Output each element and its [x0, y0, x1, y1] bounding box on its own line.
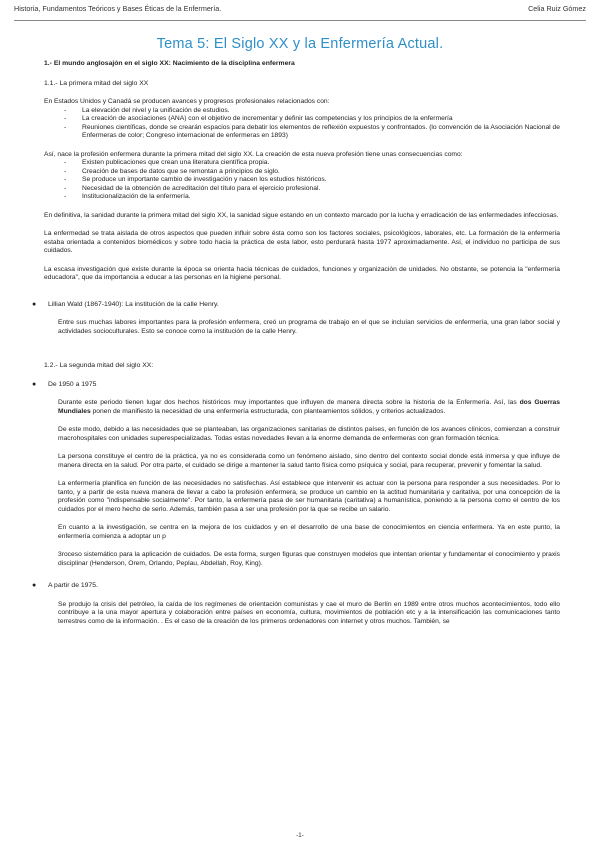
- subsection-heading: 1.1.- La primera mitad del siglo XX: [44, 79, 149, 87]
- header-author: Celia Ruiz Gómez: [528, 4, 586, 13]
- bullet-heading: [32, 380, 560, 390]
- bullet-text: De 1950 a 1975: [48, 380, 97, 388]
- paragraph: 3roceso sistemático para la aplicación de cuidados. De esta forma, surgen figuras que construyen modelos que intentan orientar y fundamentar el conocimiento y praxis disciplinar (Henderson, Orem, Orlando, Peplau, Abdellah, Roy, King).: [58, 551, 560, 567]
- paragraph: Durante este periodo tienen lugar dos hechos históricos muy importantes que influyen de manera directa sobre la historia de la Enfermería. Así, las dos Guerras Mundiales ponen de manifiesto la necesidad de una enfermería estructurada, con planteamientos sólidos, y criterios actualizados.: [58, 399, 560, 415]
- bullet-icon: ●: [32, 300, 37, 308]
- list-item: - Necesidad de la obtención de acreditación del título para el ejercicio profesional.: [64, 185, 560, 194]
- paragraph: De este modo, debido a las necesidades que se planteaban, las organizaciones sanitarias de distintos países, en función de los avances clínicos, comienzan a construir macrohospitales con unidades superespecializadas. Todas estas novedades llevan a la enorme demanda de enfermeras con gran formación técnica.: [58, 426, 560, 442]
- list-item: - Institucionalización de la enfermería.: [64, 193, 560, 202]
- paragraph: Se produjo la crisis del petróleo, la caída de los regímenes de orientación comunistas y cae el muro de Berlín en 1989 entre otros muchos acontecimientos, todo ello contribuye a la una mayor apertura y colaboración entre países en economía, cultura, movimientos de población etc y a la intensificación las comunicaciones tanto terrestres como de la información. . Es el caso de la creación de los primeros ordenadores con internet y otros muchos. También, se: [58, 600, 560, 625]
- paragraph: La escasa investigación que existe durante la época se orienta hacia técnicas de cuidados, funciones y organización de unidades. No obstante, se potencia la "enfermería educadora", que da importancia a educar a las personas en la higiene personal.: [44, 265, 560, 281]
- bullet-text: Lillian Wald (1867-1940): La institución de la calle Henry.: [48, 300, 219, 308]
- document-title: Tema 5: El Siglo XX y la Enfermería Actual.: [156, 36, 444, 52]
- list-item: - La creación de asociaciones (ANA) con el objetivo de incrementar y definir las competencias y los principios de la enfermería: [64, 115, 560, 124]
- bullet-icon: ●: [32, 380, 37, 388]
- list-item: - Se produce un importante cambio de investigación y nacen los estudios históricos.: [64, 176, 560, 185]
- list-item: - Creación de bases de datos que se remontan a principios de siglo.: [64, 168, 560, 177]
- bullet-icon: ●: [32, 582, 37, 589]
- list-item: - La elevación del nivel y la unificación de estudios.: [64, 107, 560, 116]
- bullet-heading: [32, 300, 560, 310]
- subsection-heading: 1.2.- La segunda mitad del siglo XX:: [44, 362, 154, 369]
- paragraph: En Estados Unidos y Canadá se producen avances y progresos profesionales relacionados con:: [44, 98, 330, 105]
- list-item: - Existen publicaciones que crean una literatura científica propia.: [64, 159, 560, 168]
- document-body: [32, 60, 560, 626]
- paragraph: La enfermería planifica en función de las necesidades no satisfechas. Así establece que intervenir es actuar con la persona para responder a sus necesidades. Por lo tanto, y a partir de esta nueva manera de llevar a cabo la profesión enfermera, se produce un cambio en la actitud humanitaria y caritativa, por una concepción de la profesión como "indispensable socialmente". Por tanto, la enfermería pasa de ser humanitaria (caritativa) a humanística, poniendo a la persona como el centro de los cuidados por el mero hecho de serlo. Además, también pasa a ser una profesión por la que se recibe un salario.: [58, 480, 560, 513]
- bullet-heading: [32, 582, 560, 591]
- paragraph: Entre sus muchas labores importantes para la profesión enfermera, creó un programa de trabajo en el que se incluían servicios de enfermería, una gran labor social y actividades socioculturales. Esto se conoce como la institución de la calle Henry.: [58, 319, 560, 335]
- list-item: - Reuniones científicas, donde se crearán espacios para debatir los elementos de reflexión expuestos y confrontados. (lo convención de la Asociación Nacional de Enfermeras de color; Congreso internacional de enfermeras en 1893): [64, 124, 560, 141]
- dash-list: [44, 159, 560, 202]
- section-heading: 1.- El mundo anglosajón en el siglo XX: Nacimiento de la disciplina enfermera: [44, 60, 295, 67]
- bold-phrase: dos Guerras Mundiales: [58, 399, 560, 415]
- paragraph: En cuanto a la investigación, se centra en la mejora de los cuidados y en el desarrollo de una base de conocimientos en ciencia enfermera. Ya en este punto, la enfermería comienza a adoptar un p: [58, 524, 560, 540]
- paragraph: En definitiva, la sanidad durante la primera mitad del siglo XX, la sanidad sigue estando en un contexto marcado por la lucha y erradicación de las enfermedades infecciosas.: [44, 211, 559, 219]
- paragraph: La enfermedad se trata aislada de otros aspectos que pueden influir sobre ésta como son los factores sociales, psicológicos, laborales, etc. La formación de la enfermería estaba orientada a contenidos biomédicos y sobre todo hacia la práctica de esta labor, esto perdurará hasta 1977 aproximadamente. Así, el individuo no participa de sus cuidados.: [44, 230, 560, 254]
- bullet-text: A partir de 1975.: [48, 582, 98, 589]
- paragraph: La persona constituye el centro de la práctica, ya no es considerada como un fenómeno aislado, sino dentro del contexto social donde está inmersa y que influye de manera directa en la salud. Por otra parte, el cuidado se dirige a mantener la salud tanto física como psíquica y social, para recuperar, prevenir y fomentar la salud.: [58, 453, 560, 469]
- header-course-title: Historia, Fundamentos Teóricos y Bases Éticas de la Enfermería.: [14, 4, 222, 13]
- page-header: [14, 4, 586, 21]
- dash-list: [44, 107, 560, 141]
- page-number: -1-: [296, 832, 304, 839]
- paragraph: Así, nace la profesión enfermera durante la primera mitad del siglo XX. La creación de esta nueva profesión tiene unas consecuencias como:: [44, 150, 463, 158]
